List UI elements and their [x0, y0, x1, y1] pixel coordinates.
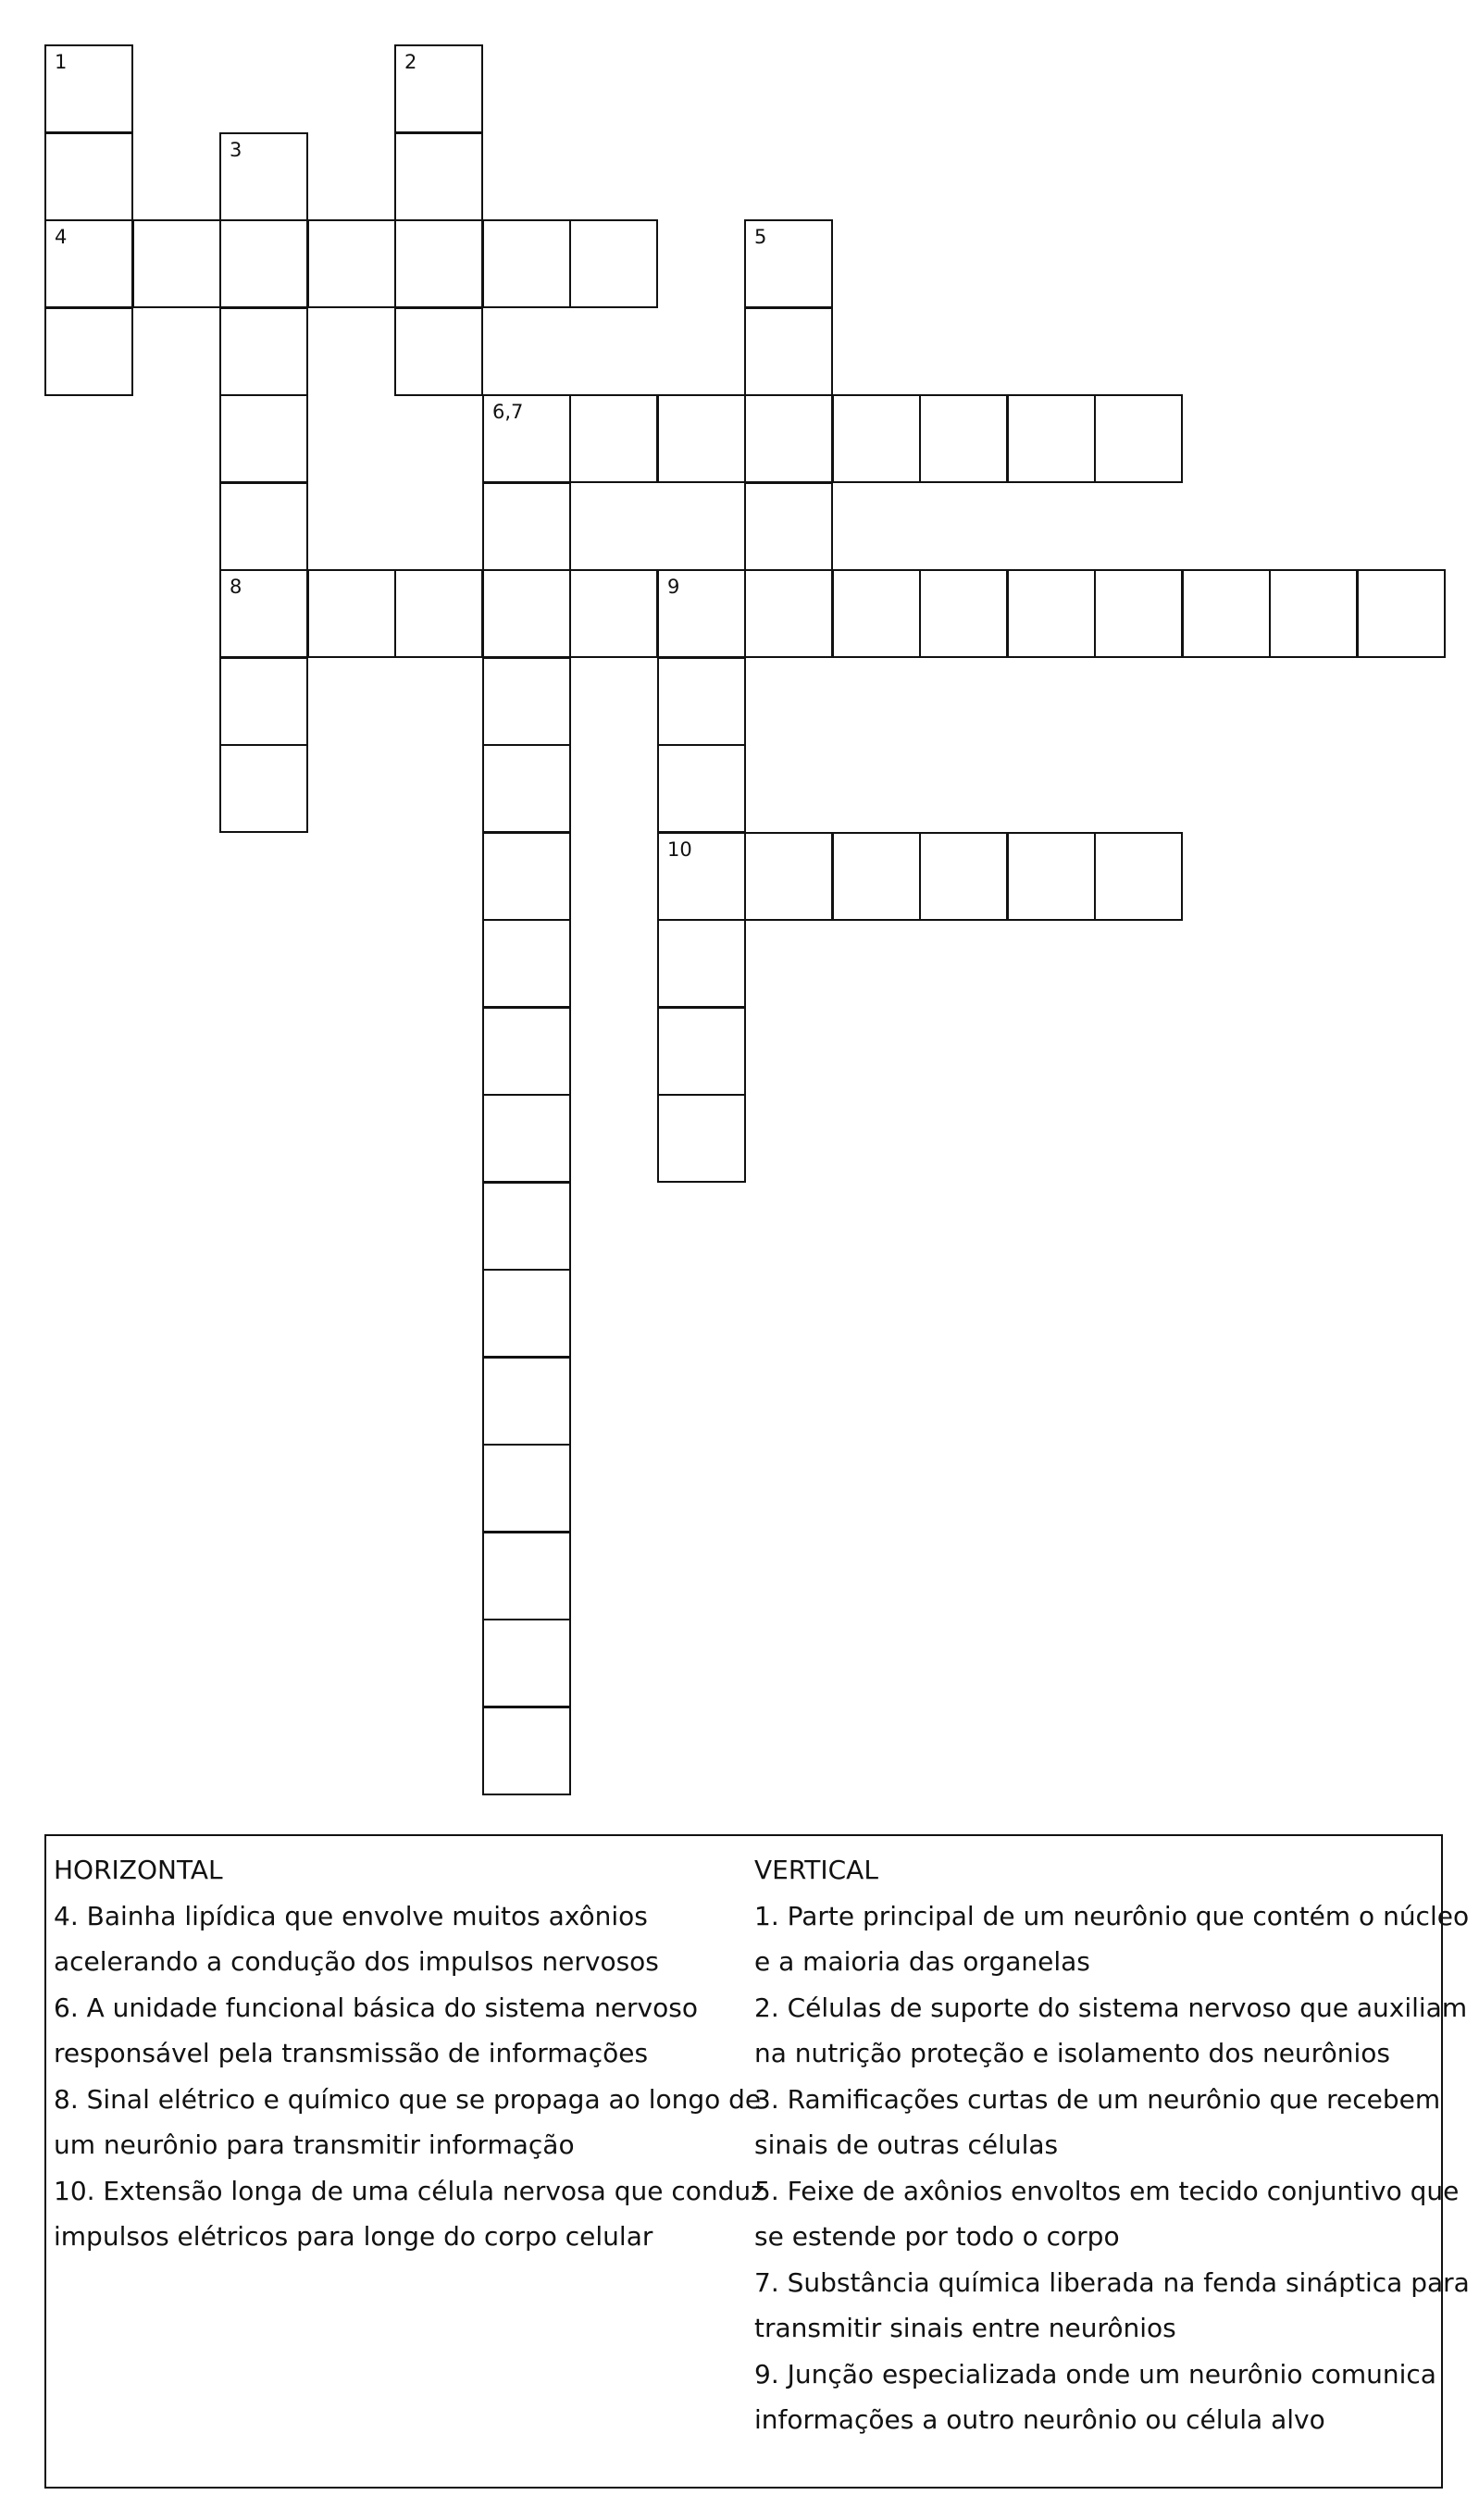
clue-line: 4. Bainha lipídica que envolve muitos axônios: [54, 1900, 648, 1931]
clue-line: e a maioria das organelas: [754, 1946, 1090, 1977]
crossword-cell[interactable]: [482, 744, 571, 833]
crossword-cell[interactable]: [219, 219, 308, 308]
crossword-cell[interactable]: [657, 744, 746, 833]
crossword-cell[interactable]: [219, 569, 308, 658]
crossword-cell[interactable]: [1269, 569, 1358, 658]
clue-line: 5. Feixe de axônios envoltos em tecido conjuntivo que: [754, 2175, 1460, 2206]
crossword-cell[interactable]: [1357, 569, 1446, 658]
crossword-cell[interactable]: [1094, 569, 1183, 658]
crossword-cell[interactable]: [744, 394, 833, 483]
crossword-cell[interactable]: [482, 482, 571, 571]
crossword-cell[interactable]: [919, 832, 1008, 921]
clue-number: 4: [55, 226, 68, 248]
crossword-cell[interactable]: [307, 569, 396, 658]
crossword-cell[interactable]: [394, 219, 483, 308]
clue-line: um neurônio para transmitir informação: [54, 2129, 575, 2160]
crossword-cell[interactable]: [44, 307, 133, 396]
clue-number: 1: [55, 51, 68, 73]
clue-line: na nutrição proteção e isolamento dos neurônios: [754, 2038, 1390, 2068]
crossword-cell[interactable]: [919, 569, 1008, 658]
crossword-cell[interactable]: [744, 219, 833, 308]
crossword-cell[interactable]: [219, 744, 308, 833]
horizontal-clues: [54, 1847, 764, 2260]
crossword-cell[interactable]: [482, 1007, 571, 1096]
crossword-cell[interactable]: [744, 832, 833, 921]
crossword-cell[interactable]: [307, 219, 396, 308]
crossword-cell[interactable]: [1007, 394, 1096, 483]
crossword-cell[interactable]: [657, 1094, 746, 1183]
clue-line: transmitir sinais entre neurônios: [754, 2313, 1176, 2343]
crossword-cell[interactable]: [219, 394, 308, 483]
crossword-cell[interactable]: [744, 569, 833, 658]
crossword-cell[interactable]: [569, 394, 658, 483]
clue-line: 7. Substância química liberada na fenda sináptica para: [754, 2266, 1470, 2298]
crossword-cell[interactable]: [657, 394, 746, 483]
crossword-cell[interactable]: [394, 44, 483, 133]
clues-box: [44, 1834, 1470, 2489]
crossword-cell[interactable]: [1094, 832, 1183, 921]
clue-number: 6,7: [492, 401, 524, 423]
crossword-cell[interactable]: [1007, 832, 1096, 921]
clue-line: 9. Junção especializada onde um neurônio comunica: [754, 2358, 1436, 2390]
crossword-cell[interactable]: [482, 1357, 571, 1446]
crossword-cell[interactable]: [394, 307, 483, 396]
crossword-cell[interactable]: [569, 219, 658, 308]
crossword-cell[interactable]: [482, 1707, 571, 1795]
horizontal-heading: HORIZONTAL: [54, 1855, 223, 1885]
crossword-cell[interactable]: [657, 832, 746, 921]
clue-line: 1. Parte principal de um neurônio que contém o núcleo: [754, 1900, 1470, 1931]
clue-number: 5: [754, 226, 767, 248]
crossword-cell[interactable]: [44, 44, 133, 133]
crossword-cell[interactable]: [482, 394, 571, 483]
crossword-cell[interactable]: [482, 832, 571, 921]
clue-number: 2: [404, 51, 417, 73]
crossword-cell[interactable]: [482, 1619, 571, 1707]
crossword-cell[interactable]: [482, 1532, 571, 1620]
clue-number: 10: [667, 838, 692, 861]
crossword-cell[interactable]: [482, 919, 571, 1008]
crossword-cell[interactable]: [744, 482, 833, 571]
crossword-cell[interactable]: [832, 832, 921, 921]
clue-line: impulsos elétricos para longe do corpo celular: [54, 2221, 653, 2252]
crossword-cell[interactable]: [832, 569, 921, 658]
clue-line: 8. Sinal elétrico e químico que se propaga ao longo de: [54, 2083, 762, 2115]
crossword-cell[interactable]: [219, 132, 308, 221]
crossword-cell[interactable]: [744, 307, 833, 396]
clue-line: acelerando a condução dos impulsos nervosos: [54, 1946, 659, 1977]
crossword-cell[interactable]: [1182, 569, 1271, 658]
clue-line: 10. Extensão longa de uma célula nervosa que conduz: [54, 2175, 764, 2206]
crossword-cell[interactable]: [482, 1269, 571, 1358]
vertical-clues: [754, 1847, 1470, 2443]
clue-number: 9: [667, 576, 680, 598]
crossword-cell[interactable]: [919, 394, 1008, 483]
crossword-cell[interactable]: [1094, 394, 1183, 483]
clue-line: 6. A unidade funcional básica do sistema nervoso: [54, 1992, 698, 2023]
crossword-cell[interactable]: [482, 1444, 571, 1533]
clue-line: 2. Células de suporte do sistema nervoso que auxiliam: [754, 1992, 1468, 2023]
clue-line: se estende por todo o corpo: [754, 2221, 1120, 2252]
clue-line: responsável pela transmissão de informações: [54, 2038, 649, 2068]
crossword-cell[interactable]: [394, 132, 483, 221]
clue-number: 3: [230, 139, 242, 161]
crossword-cell[interactable]: [44, 132, 133, 221]
clue-line: informações a outro neurônio ou célula alvo: [754, 2404, 1325, 2435]
clue-number: 8: [230, 576, 242, 598]
crossword-cell[interactable]: [1007, 569, 1096, 658]
crossword-cell[interactable]: [569, 569, 658, 658]
crossword-cell[interactable]: [657, 657, 746, 746]
crossword-cell[interactable]: [219, 482, 308, 571]
crossword-cell[interactable]: [832, 394, 921, 483]
crossword-cell[interactable]: [219, 307, 308, 396]
crossword-cell[interactable]: [482, 569, 571, 658]
crossword-cell[interactable]: [44, 219, 133, 308]
clue-line: 3. Ramificações curtas de um neurônio que recebem: [754, 2083, 1441, 2115]
crossword-cell[interactable]: [657, 1007, 746, 1096]
vertical-heading: VERTICAL: [754, 1855, 878, 1885]
crossword-cell[interactable]: [482, 1182, 571, 1271]
crossword-cell[interactable]: [482, 219, 571, 308]
clue-line: sinais de outras células: [754, 2129, 1059, 2160]
crossword-cell[interactable]: [219, 657, 308, 746]
crossword-cell[interactable]: [132, 219, 221, 308]
crossword-cell[interactable]: [657, 569, 746, 658]
crossword-cell[interactable]: [482, 1094, 571, 1183]
crossword-cell[interactable]: [394, 569, 483, 658]
crossword-cell[interactable]: [657, 919, 746, 1008]
crossword-cell[interactable]: [482, 657, 571, 746]
